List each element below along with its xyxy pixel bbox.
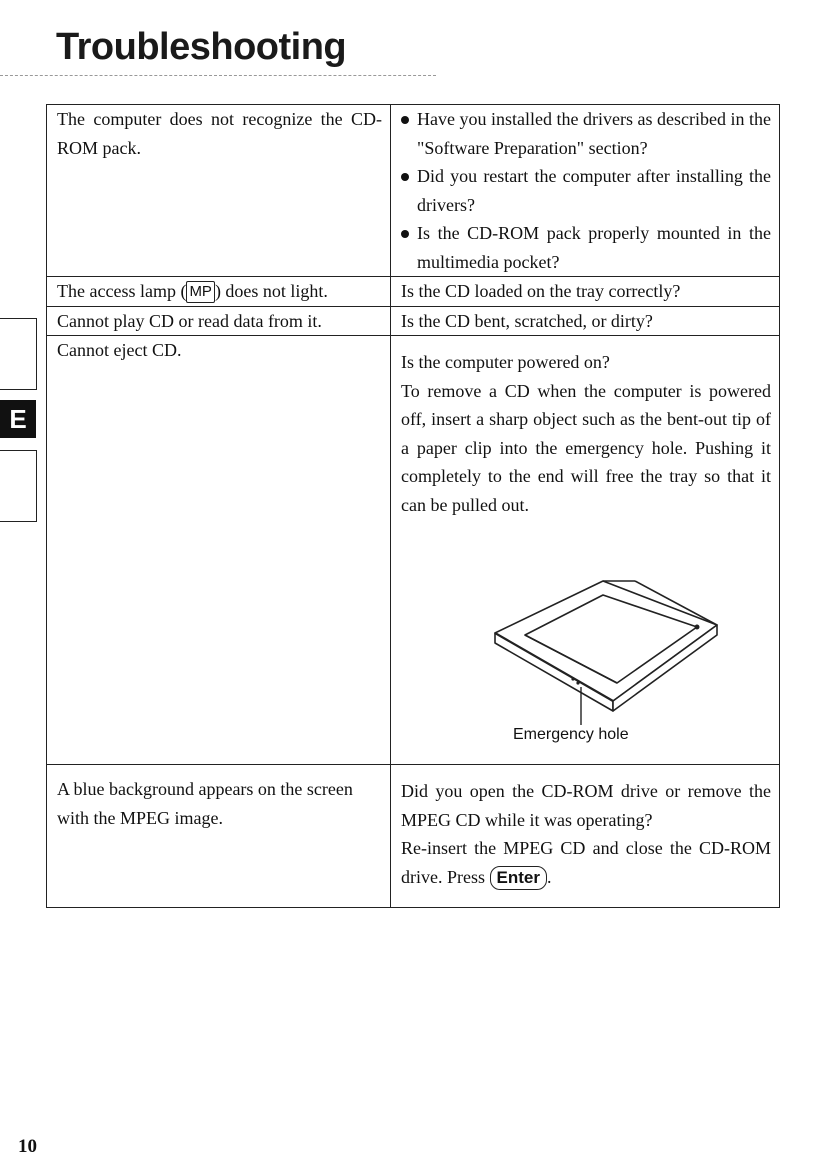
table-row — [47, 765, 780, 908]
side-index-box-bottom — [0, 450, 37, 522]
list-item: Did you restart the computer after installing the drivers? — [401, 162, 771, 219]
problem-cell — [47, 277, 391, 307]
page-title: Troubleshooting — [56, 26, 347, 68]
list-item: Have you installed the drivers as described in the "Software Preparation" section? — [401, 105, 771, 162]
side-index-box-top — [0, 318, 37, 390]
problem-text: A blue background appears on the screen with the MPEG image. — [57, 779, 353, 828]
problem-text: Cannot play CD or read data from it. — [57, 310, 322, 331]
cdrom-drive-outline — [495, 581, 717, 711]
problem-text-prefix: The access lamp ( — [57, 281, 187, 301]
enter-key-icon: Enter — [490, 866, 547, 890]
solution-list — [401, 105, 771, 276]
figure-caption: Emergency hole — [513, 726, 629, 743]
solution-cell — [391, 336, 780, 765]
title-divider — [0, 75, 436, 76]
drive-button-icon — [695, 625, 700, 630]
solution-question: Did you open the CD-ROM drive or remove the MPEG CD while it was operating? — [401, 781, 771, 830]
solution-cell — [391, 765, 780, 908]
problem-text: The computer does not recognize the CD-ROM pack. — [57, 109, 382, 158]
list-item: Is the CD-ROM pack properly mounted in the multimedia pocket? — [401, 219, 771, 276]
solution-detail-suffix: . — [546, 866, 552, 887]
problem-cell — [47, 105, 391, 277]
problem-cell — [47, 765, 391, 908]
troubleshooting-table — [46, 104, 780, 908]
section-tab-e: E — [0, 400, 36, 438]
table-row — [47, 105, 780, 277]
problem-text: Cannot eject CD. — [57, 340, 182, 360]
page-number: 10 — [18, 1136, 37, 1157]
solution-detail: Re-insert the MPEG CD and close the CD-ROM drive. Press — [401, 838, 771, 887]
solution-cell — [391, 306, 780, 336]
solution-cell — [391, 277, 780, 307]
table-row — [47, 336, 780, 765]
solution-text: Is the CD bent, scratched, or dirty? — [401, 310, 653, 331]
emergency-hole-icon — [576, 681, 579, 684]
cdrom-drive-illustration — [485, 575, 725, 725]
table-row — [47, 277, 780, 307]
solution-text: Is the CD loaded on the tray correctly? — [401, 281, 681, 301]
problem-cell — [47, 306, 391, 336]
table-row — [47, 306, 780, 336]
solution-cell — [391, 105, 780, 277]
solution-question: Is the computer powered on? — [401, 352, 610, 372]
problem-cell — [47, 336, 391, 765]
drive-indicator-icon — [571, 677, 574, 680]
problem-text-suffix: ) does not light. — [214, 281, 328, 301]
mp-lamp-icon: MP — [186, 281, 215, 303]
solution-detail: To remove a CD when the computer is powered off, insert a sharp object such as the bent-out tip of a paper clip into the emergency hole. Pushing it completely to the end will free the tray so that it can be pulled out. — [401, 380, 771, 515]
